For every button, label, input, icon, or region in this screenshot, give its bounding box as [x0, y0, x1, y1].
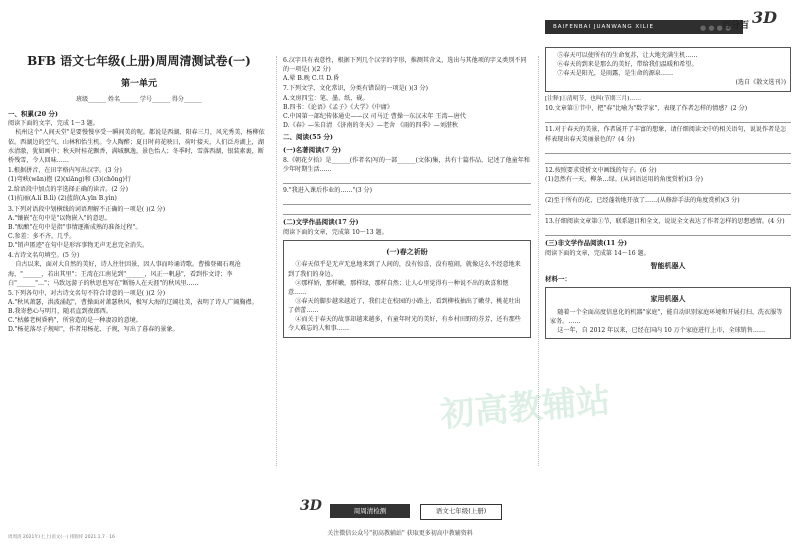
question-4-text: 自古以来，面对大自然的美好，诗人往往因景，因人事而吟诵诗歌。曹操登碣石观沧海，"______，若出其里"；王湾在江南见到"______，风正一帆悬"，看到作文诗；李白"______"…"；马致远游子的秋思也写在"断肠人在天涯"的秋风里……: [8, 261, 241, 287]
brand-bar: BAIFENBAI JUANWANG XILIE: [545, 20, 743, 34]
section-heading: 二、阅读(55 分): [283, 133, 333, 142]
reading-passage-box: [283, 240, 531, 338]
question-10: 10.文章第①节中，把"春"比喻为"数学家"，表现了作者怎样的情感？(2 分): [545, 105, 748, 113]
option-b: B.四书：《论语》《孟子》《大学》《中庸》: [283, 103, 393, 111]
question-12: 12.按照要求赏析文中画线的句子。(6 分): [545, 166, 657, 174]
question-1: 1.根据拼音，在田字格内写出汉字。(3 分): [8, 166, 122, 174]
option-a: A."秋风萧瑟，洪波涌起"，曹操面对萧瑟秋风，极写大海的辽阔壮美，表明了诗人广阔胸襟。: [8, 298, 258, 306]
article-paragraph: ⑤春天可以使所有的生命复苏，让大地充满生机……: [557, 52, 698, 59]
option-b: B.我寄愁心与明月，随君直到夜郎西。: [8, 308, 112, 316]
question-4: 4.古诗文名句填空。(5 分): [8, 252, 80, 260]
subsection-heading: (一)名著阅读(7 分): [283, 145, 342, 154]
student-info: 班级______ 姓名______ 学号______ 得分______: [76, 95, 202, 103]
article-paragraph: 随着一个全面高度信息化的机器"家庭"，能自动识别家庭环境和开展打扫、洗衣服等家务。……: [550, 308, 783, 326]
question-1-options: (1)弯峡(wān)抱 (2)(xiāng)和 (3)(chōng)行: [8, 176, 131, 184]
answer-line: [545, 146, 791, 154]
question-2: 2.给语段中加点的字选择正确的读音。(2 分): [8, 186, 128, 194]
column-separator: [276, 56, 277, 466]
question-5: 5.下列各句中，对古诗文名句不符合诗意的一项是( )(2 分): [8, 289, 166, 297]
option-d: D.《春》—朱自清 《济南的冬天》—老舍 《雨的四季》—刘湛秋: [283, 121, 459, 129]
column-middle: [283, 56, 531, 341]
brand-script-logo: 3D: [752, 8, 778, 27]
column-right: [545, 44, 791, 342]
question-7: 7.下列文学、文化常识，分类有错误的一项是( )(3 分): [283, 85, 428, 93]
instruction: 阅读下面的文章，完成第 10～13 题。: [283, 228, 388, 236]
option-c: C."枯藤老树昏鸦"，所营造的是一种凄凉的意境。: [8, 317, 142, 325]
material-title: 家用机器人: [650, 294, 686, 304]
passage: 杭州这个"人间天堂"是要慢慢享受一瞬间美的呢。都说是西湖、阳春三月，风光秀美，杨柳依依。西湖边的空气、山林和怡生机。令人陶醉；夏日时荷花映日，荷叶接天，人们泛舟湖上，湖水清澈，犹如画中；秋天时桂花飘香，满城飘逸，景色怡人；冬季时，雪落西湖，银装素裹，断桥残雪，令人回味……: [8, 129, 265, 164]
option-c: C.参差：多不齐，几乎。: [8, 232, 76, 240]
answer-line: [283, 207, 531, 215]
article-paragraph: ⑦春天是阳光，是雨露，是生命的源泉……: [557, 70, 674, 78]
option-a: A.文房四宝：笔、墨、纸、砚。: [283, 94, 369, 102]
option-d: D."销声匿迹"在句中是形容事物无声无息完全消失。: [8, 242, 149, 250]
reading-passage-box-cont: [545, 47, 791, 92]
question-2-options: (1)抗丽(A.lí B.lì) (2)蓝荫(A.yīn B.yìn): [8, 195, 117, 203]
question-6: 6.汉字具有表意性，根据下列几个汉字的字形，推测其含义，选出与其他项的字义类别不同的一项是( )(2 分): [283, 57, 527, 74]
subsection-heading: (三)非文学作品阅读(11 分): [545, 239, 628, 248]
footer-slogan: 关注微信公众号"初高教辅站" 获取更多初高中教辅资料: [327, 530, 473, 537]
footer-logo: 3D: [300, 498, 322, 514]
annotation-note: [注释]①清明节，也叫(节期三月)……: [545, 95, 641, 102]
article-paragraph: 这一年，自 2012 年以来，已经在国内 10 万个家庭进行上市，全球销售……: [557, 327, 766, 335]
column-left: [8, 46, 270, 334]
instruction: 阅读下面的文字，完成 1～3 题。: [8, 120, 99, 128]
question-6-options: A.晕 B.晚 C.旦 D.昏: [283, 75, 339, 83]
subsection-heading: (二)文学作品阅读(17 分): [283, 218, 359, 227]
article-source: (选自《散文选刊》): [735, 79, 786, 87]
question-3: 3.下列对语段中划横线的词语理解不正确的一项是( )(2 分): [8, 205, 166, 213]
article-title: (一)春之祈盼: [386, 246, 428, 256]
answer-line: [283, 176, 531, 184]
question-12-part-2: (2)至于所有的花，已经蓬勃地开放了……(从修辞手法的角度赏析)(3 分): [545, 196, 740, 204]
article-title: 智能机器人: [650, 261, 686, 271]
answer-line: [545, 228, 791, 236]
watermark: 初高教辅站: [438, 380, 612, 436]
answer-line: [545, 186, 791, 194]
answer-line: [545, 207, 791, 215]
article-paragraph: ⑥春天的到来是那么的美好，带给我们温暖和希望。: [557, 61, 698, 69]
question-8: 8.《朝花夕拾》是______(作者名)写的一部______(文体)集，共有十篇作品，记述了他童年和少年时期生活……: [283, 156, 530, 173]
answer-line: [545, 115, 791, 123]
option-c: C.中国第一部纪传体通史——汉 司马迁 曹操一东汉末年 王湾—唐代: [283, 112, 466, 120]
answer-line: [545, 156, 791, 164]
dots-decoration: ● ● ● ●: [700, 24, 732, 32]
option-a: A."镶嵌"在句中是"以物嵌入"的意思。: [8, 214, 111, 222]
option-b: B."酝酿"在句中是指"事情逐渐成熟的准备过程"。: [8, 223, 142, 231]
question-11: 11.对于春天的美景，作者展开了丰富的想象，请仔细阅读文中的相关语句，说说作者是怎样表现出春天美丽景色的？(4 分): [545, 126, 787, 143]
print-info: 周周清 2021年(七上)语文(一) 排版样 2021.1.7 · 16: [8, 535, 115, 540]
section-heading: 一、积累(20 分): [8, 109, 58, 118]
article-paragraph: ②那样娇，那样嫩，那样绿，那样自然；让人心里觉得有一种说不出的欢喜和惬意……: [288, 279, 509, 296]
article-paragraph: ①春天似乎是无声无息地来到了人间的，没有惊喜，没有喧闹，就像这么不经意地来到了我们的身边。: [288, 261, 521, 278]
question-9: 9."我进入课后作业的……"(3 分): [283, 186, 373, 194]
article-paragraph: ④而关于春天的故事却越来越多，有童年时光的美好，有乡村田野的芬芳，还有那些令人难忘的人和事……: [288, 316, 521, 333]
option-d: D."杨花落尽子规啼"，作者用杨花、子规，写出了暮春的景象。: [8, 326, 179, 334]
exam-title: BFB 语文七年级(上册)周周清测试卷(一): [27, 54, 251, 68]
question-12-part-1: (1)忽然有一天，柳条…绿。(从词语运用的角度赏析)(3 分): [545, 175, 704, 183]
unit-title: 第一单元: [120, 79, 157, 89]
footer-label-right: 语文七年级(上册): [420, 504, 502, 520]
article-paragraph: ③春天的脚步越来越近了，我们走在校园的小路上，看到柳枝抽出了嫩芽，桃花吐出了蓓蕾……: [288, 298, 521, 315]
instruction: 阅读下面的文章，完成第 14～16 题。: [545, 249, 650, 257]
brand-logo: 百分百: [722, 21, 750, 31]
footer-label-left: 周周清检测: [330, 504, 410, 518]
material-box: [545, 287, 791, 339]
material-label: 材料一：: [545, 274, 571, 283]
question-13: 13.仔细阅读文章第①节，联系题目和全文，说说全文表达了作者怎样的思想感情。(4 分): [545, 218, 785, 226]
answer-line: [283, 197, 531, 205]
